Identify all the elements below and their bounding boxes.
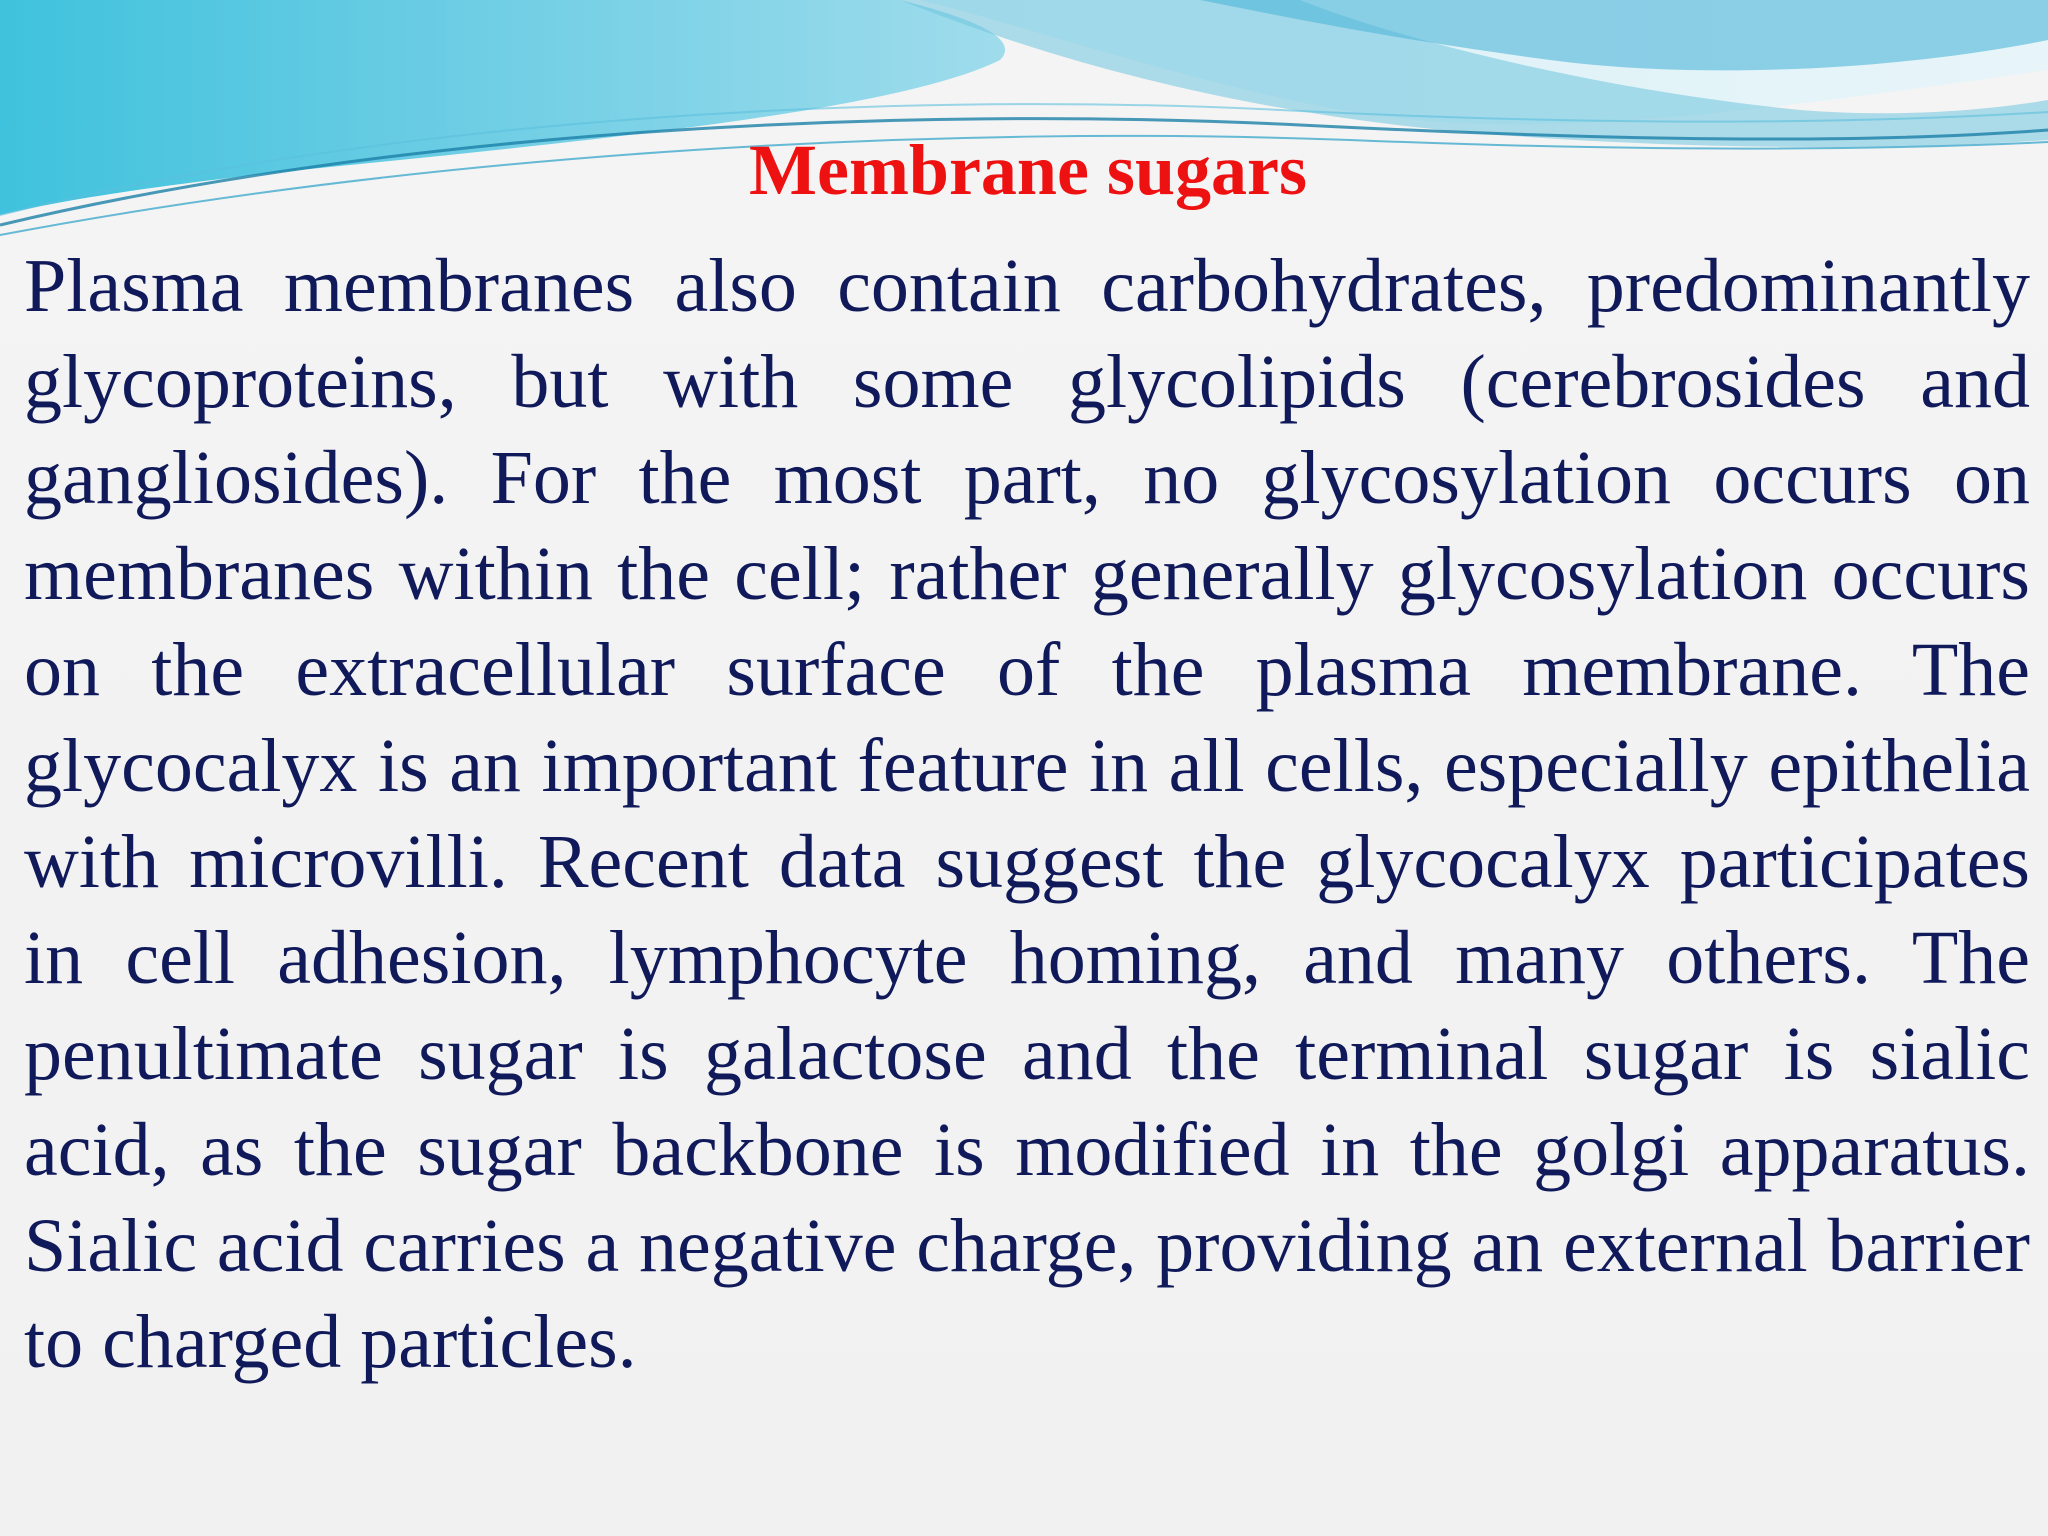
slide-body-text: Plasma membranes also contain carbohydrates, predominantly glycoproteins, but with some glycolipids (cerebrosides and gangliosides). For the most part, no glycosylation occurs on membranes within the cell; rather generally glycosylation occurs on the extracellular surface of the plasma membrane. The glycocalyx is an important feature in all cells, especially epithelia with microvilli. Recent data suggest the glycocalyx participates in cell adhesion, lymphocyte homing, and many others. The penultimate sugar is galactose and the terminal sugar is sialic acid, as the sugar backbone is modified in the golgi apparatus. Sialic acid carries a negative charge, providing an external barrier to charged particles. xyxy=(24,244,2030,1384)
slide-title: Membrane sugars xyxy=(749,130,1307,210)
